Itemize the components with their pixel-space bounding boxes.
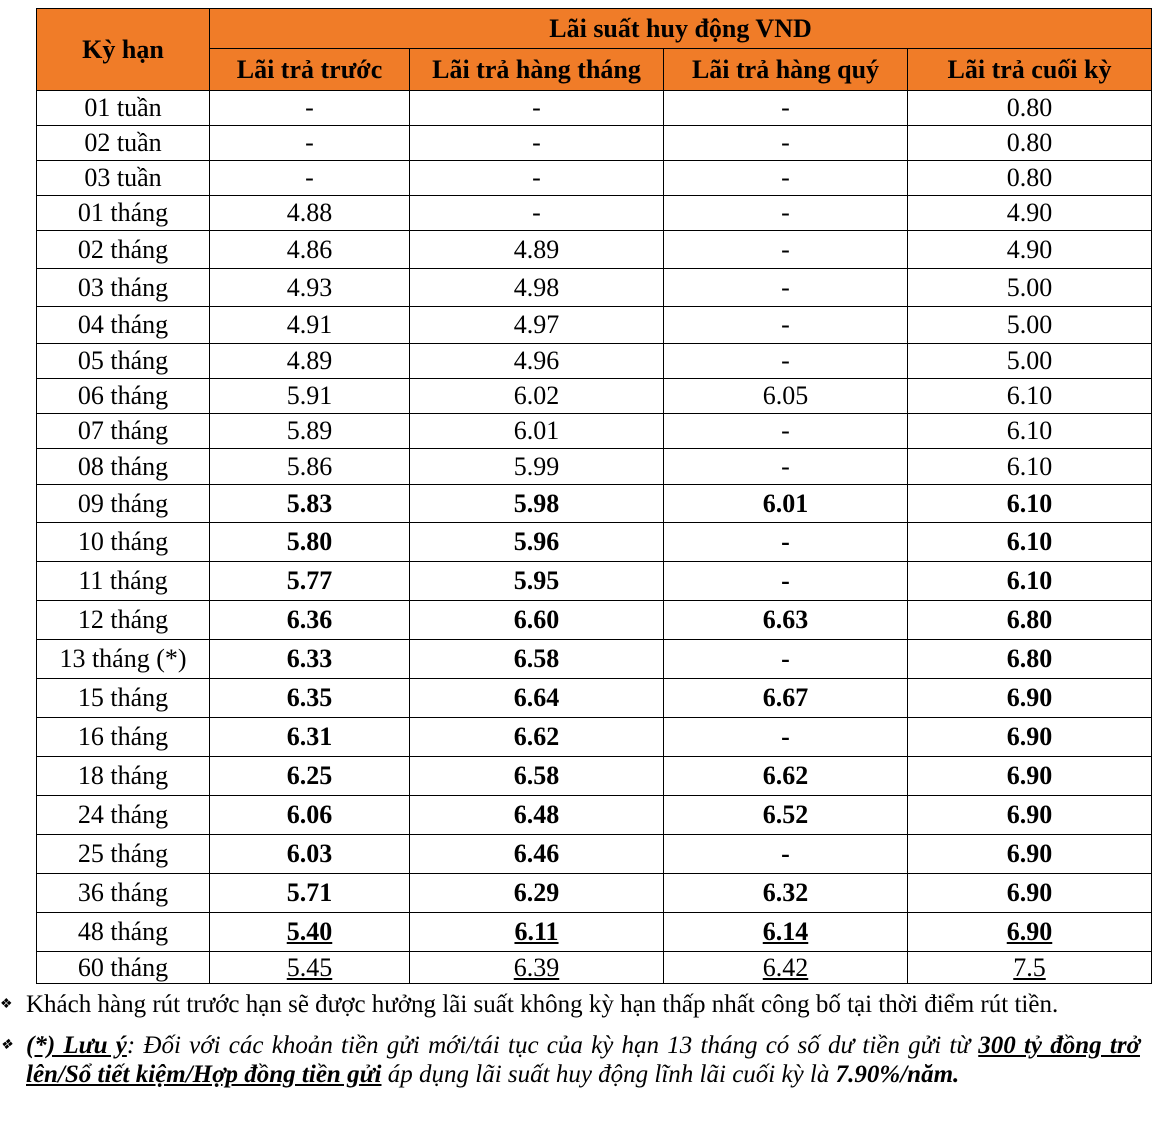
table-row [37, 718, 1152, 757]
rate-cell-quarterly: - [664, 718, 908, 757]
rate-cell-quarterly: - [664, 449, 908, 485]
rate-cell-end-of-term: 6.90 [908, 757, 1152, 796]
rate-cell-end-of-term: 4.90 [908, 196, 1152, 231]
term-cell: 05 tháng [37, 344, 210, 379]
rate-cell-monthly: 6.01 [410, 414, 664, 449]
table-row [37, 640, 1152, 679]
interest-rate-table [36, 8, 1152, 984]
rate-cell-prepaid: 5.40 [210, 913, 410, 952]
rate-cell-monthly: - [410, 126, 664, 161]
rate-cell-prepaid: 4.91 [210, 307, 410, 344]
note-special-rate-value: 7.90%/năm. [835, 1061, 960, 1088]
rate-cell-prepaid: 6.35 [210, 679, 410, 718]
table-row [37, 601, 1152, 640]
term-cell: 16 tháng [37, 718, 210, 757]
rate-cell-quarterly: - [664, 523, 908, 562]
rate-cell-quarterly: - [664, 562, 908, 601]
rate-cell-end-of-term: 7.5 [908, 952, 1152, 984]
rate-cell-monthly: - [410, 161, 664, 196]
rate-cell-prepaid: 6.03 [210, 835, 410, 874]
rate-cell-prepaid: 4.89 [210, 344, 410, 379]
table-row [37, 835, 1152, 874]
table-row [37, 269, 1152, 307]
rate-cell-quarterly: 6.32 [664, 874, 908, 913]
rate-cell-monthly: 6.11 [410, 913, 664, 952]
term-cell: 03 tháng [37, 269, 210, 307]
rate-cell-end-of-term: 5.00 [908, 307, 1152, 344]
rate-cell-end-of-term: 6.90 [908, 718, 1152, 757]
rate-cell-end-of-term: 6.90 [908, 679, 1152, 718]
term-cell: 11 tháng [37, 562, 210, 601]
rate-cell-quarterly: 6.42 [664, 952, 908, 984]
table-row [37, 91, 1152, 126]
note-special-rate [0, 1031, 1140, 1089]
note-threshold: 300 tỷ đồng trở lên/Sổ tiết kiệm/Hợp đồng tiền gửi [26, 1032, 1140, 1088]
rate-cell-monthly: 4.98 [410, 269, 664, 307]
term-cell: 15 tháng [37, 679, 210, 718]
rate-cell-monthly: 6.60 [410, 601, 664, 640]
rate-cell-monthly: 5.99 [410, 449, 664, 485]
rate-cell-prepaid: 5.71 [210, 874, 410, 913]
rate-cell-prepaid: 5.91 [210, 379, 410, 414]
term-cell: 48 tháng [37, 913, 210, 952]
rate-cell-end-of-term: 6.80 [908, 640, 1152, 679]
table-row [37, 231, 1152, 269]
rate-cell-end-of-term: 6.90 [908, 913, 1152, 952]
rate-cell-quarterly: - [664, 307, 908, 344]
table-row [37, 161, 1152, 196]
term-cell: 36 tháng [37, 874, 210, 913]
rate-cell-end-of-term: 5.00 [908, 344, 1152, 379]
rate-cell-end-of-term: 6.10 [908, 449, 1152, 485]
rate-cell-quarterly: - [664, 835, 908, 874]
rate-cell-prepaid: 6.33 [210, 640, 410, 679]
rate-cell-quarterly: 6.14 [664, 913, 908, 952]
term-cell: 13 tháng (*) [37, 640, 210, 679]
rate-cell-quarterly: 6.05 [664, 379, 908, 414]
rate-cell-end-of-term: 6.90 [908, 874, 1152, 913]
rate-cell-prepaid: - [210, 161, 410, 196]
rate-cell-monthly: 6.29 [410, 874, 664, 913]
table-row [37, 757, 1152, 796]
rate-cell-end-of-term: 6.80 [908, 601, 1152, 640]
rate-cell-monthly: 6.48 [410, 796, 664, 835]
rate-cell-quarterly: 6.62 [664, 757, 908, 796]
table-row [37, 414, 1152, 449]
rate-cell-monthly: 4.96 [410, 344, 664, 379]
table-row [37, 913, 1152, 952]
term-cell: 60 tháng [37, 952, 210, 984]
col-header-monthly: Lãi trả hàng tháng [410, 49, 664, 91]
term-header: Kỳ hạn [37, 9, 210, 91]
rate-cell-end-of-term: 0.80 [908, 161, 1152, 196]
rate-cell-end-of-term: 4.90 [908, 231, 1152, 269]
table-row [37, 523, 1152, 562]
rate-cell-quarterly: 6.67 [664, 679, 908, 718]
rate-cell-quarterly: - [664, 161, 908, 196]
rate-cell-prepaid: 4.88 [210, 196, 410, 231]
table-row [37, 562, 1152, 601]
rate-group-header: Lãi suất huy động VND [210, 9, 1152, 49]
rate-cell-prepaid: 6.06 [210, 796, 410, 835]
rate-cell-prepaid: 6.36 [210, 601, 410, 640]
bullet-icon: ❖ [0, 997, 13, 1012]
note-early-withdrawal [0, 988, 1140, 1022]
rate-cell-quarterly: - [664, 640, 908, 679]
rate-cell-monthly: 5.96 [410, 523, 664, 562]
rate-cell-prepaid: - [210, 91, 410, 126]
col-header-prepaid: Lãi trả trước [210, 49, 410, 91]
rate-cell-quarterly: - [664, 196, 908, 231]
rate-cell-end-of-term: 0.80 [908, 91, 1152, 126]
note-early-withdrawal-text: Khách hàng rút trước hạn sẽ được hưởng lãi suất không kỳ hạn thấp nhất công bố tại thời điểm rút tiền. [26, 991, 1059, 1018]
table-row [37, 952, 1152, 984]
rate-cell-prepaid: 5.89 [210, 414, 410, 449]
table-row [37, 796, 1152, 835]
table-row [37, 449, 1152, 485]
term-cell: 02 tháng [37, 231, 210, 269]
rate-cell-monthly: - [410, 196, 664, 231]
table-row [37, 307, 1152, 344]
rate-cell-end-of-term: 6.90 [908, 835, 1152, 874]
table-row [37, 196, 1152, 231]
rate-cell-monthly: 4.97 [410, 307, 664, 344]
rate-cell-quarterly: - [664, 344, 908, 379]
term-cell: 10 tháng [37, 523, 210, 562]
rate-cell-end-of-term: 6.10 [908, 414, 1152, 449]
notes-section [0, 988, 1140, 1089]
note-label: (*) Lưu ý [26, 1032, 127, 1059]
rate-cell-end-of-term: 6.90 [908, 796, 1152, 835]
rate-cell-prepaid: 5.80 [210, 523, 410, 562]
rate-cell-prepaid: 6.31 [210, 718, 410, 757]
rate-cell-monthly: 6.39 [410, 952, 664, 984]
rate-cell-prepaid: 5.83 [210, 485, 410, 523]
rate-cell-quarterly: - [664, 91, 908, 126]
note-text-b: áp dụng lãi suất huy động lĩnh lãi cuối kỳ là [381, 1061, 836, 1088]
rate-cell-monthly: 4.89 [410, 231, 664, 269]
rate-cell-quarterly: 6.63 [664, 601, 908, 640]
rate-cell-quarterly: 6.52 [664, 796, 908, 835]
rate-cell-quarterly: - [664, 414, 908, 449]
rate-cell-prepaid: 5.86 [210, 449, 410, 485]
note-text-a: : Đối với các khoản tiền gửi mới/tái tục của kỳ hạn 13 tháng có số dư tiền gửi từ [126, 1032, 979, 1059]
rate-cell-quarterly: - [664, 126, 908, 161]
term-cell: 01 tháng [37, 196, 210, 231]
rate-cell-monthly: 6.02 [410, 379, 664, 414]
term-cell: 12 tháng [37, 601, 210, 640]
rate-cell-prepaid: 4.86 [210, 231, 410, 269]
rate-cell-monthly: 6.58 [410, 640, 664, 679]
rate-cell-quarterly: 6.01 [664, 485, 908, 523]
term-cell: 06 tháng [37, 379, 210, 414]
rate-cell-monthly: 6.46 [410, 835, 664, 874]
rate-cell-end-of-term: 6.10 [908, 523, 1152, 562]
rate-cell-monthly: 6.64 [410, 679, 664, 718]
table-row [37, 485, 1152, 523]
term-cell: 01 tuần [37, 91, 210, 126]
rate-cell-prepaid: 5.77 [210, 562, 410, 601]
rate-cell-end-of-term: 6.10 [908, 562, 1152, 601]
rate-table-body [37, 91, 1152, 984]
table-row [37, 344, 1152, 379]
term-cell: 04 tháng [37, 307, 210, 344]
col-header-end-of-term: Lãi trả cuối kỳ [908, 49, 1152, 91]
rate-cell-quarterly: - [664, 231, 908, 269]
rate-cell-monthly: 6.58 [410, 757, 664, 796]
table-row [37, 126, 1152, 161]
rate-cell-end-of-term: 0.80 [908, 126, 1152, 161]
col-header-quarterly: Lãi trả hàng quý [664, 49, 908, 91]
term-cell: 18 tháng [37, 757, 210, 796]
rate-cell-quarterly: - [664, 269, 908, 307]
rate-cell-monthly: - [410, 91, 664, 126]
rate-cell-monthly: 6.62 [410, 718, 664, 757]
bullet-icon: ❖ [0, 1038, 13, 1053]
rate-cell-monthly: 5.98 [410, 485, 664, 523]
rate-cell-end-of-term: 5.00 [908, 269, 1152, 307]
table-row [37, 679, 1152, 718]
rate-cell-end-of-term: 6.10 [908, 485, 1152, 523]
term-cell: 02 tuần [37, 126, 210, 161]
table-row [37, 874, 1152, 913]
rate-cell-end-of-term: 6.10 [908, 379, 1152, 414]
rate-cell-prepaid: - [210, 126, 410, 161]
term-cell: 03 tuần [37, 161, 210, 196]
term-cell: 07 tháng [37, 414, 210, 449]
term-cell: 09 tháng [37, 485, 210, 523]
term-cell: 25 tháng [37, 835, 210, 874]
rate-cell-prepaid: 6.25 [210, 757, 410, 796]
term-cell: 24 tháng [37, 796, 210, 835]
term-cell: 08 tháng [37, 449, 210, 485]
rate-cell-monthly: 5.95 [410, 562, 664, 601]
rate-cell-prepaid: 5.45 [210, 952, 410, 984]
table-row [37, 379, 1152, 414]
rate-cell-prepaid: 4.93 [210, 269, 410, 307]
